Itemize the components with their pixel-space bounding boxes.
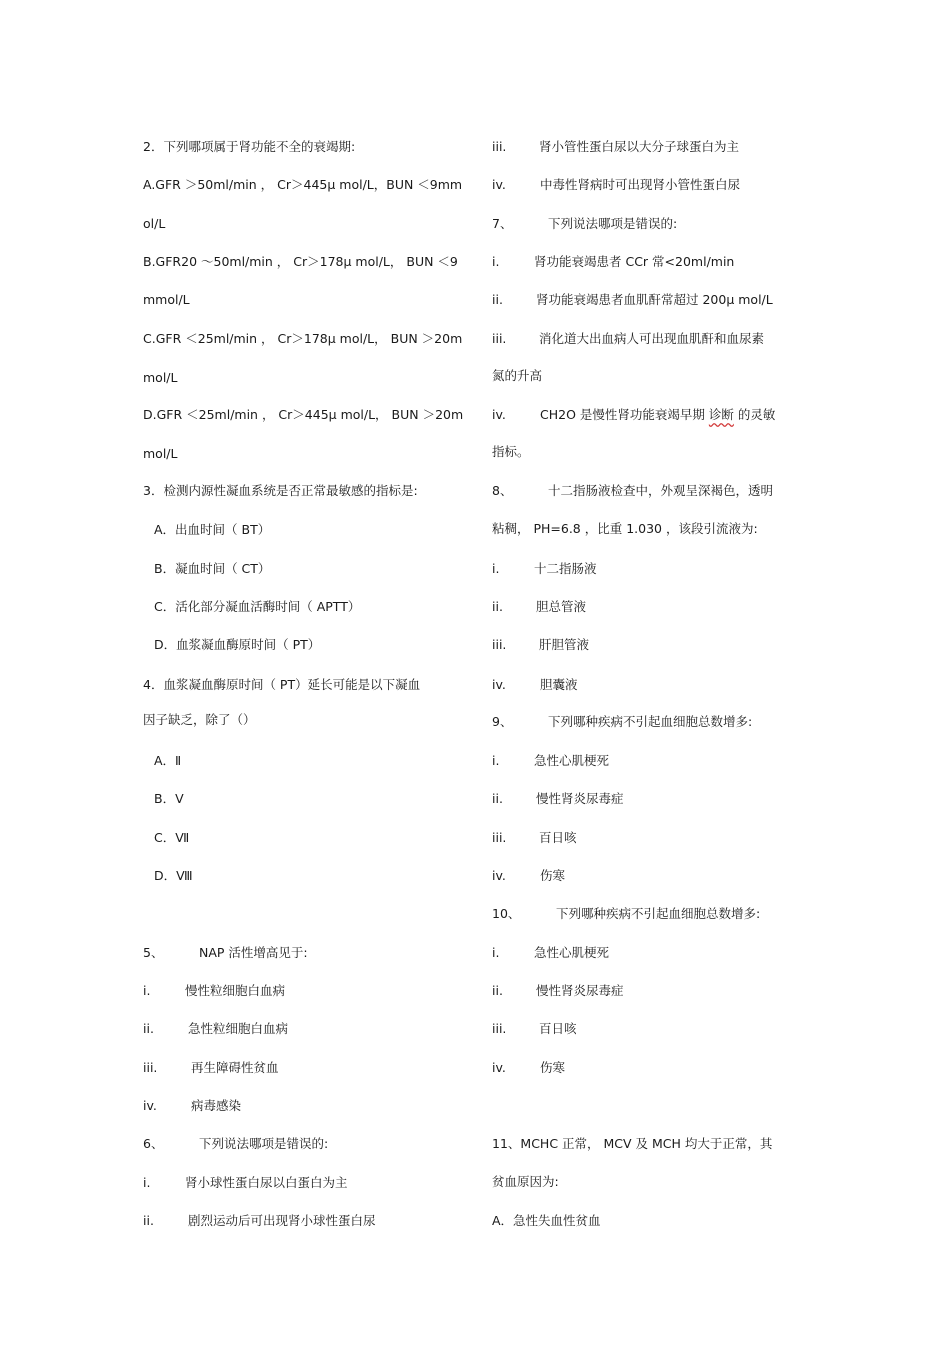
q6-option-ii: [143, 1212, 376, 1230]
q3-title: 3．检测内源性凝血系统是否正常最敏感的指标是:: [143, 483, 418, 498]
q9-option-ii: [492, 790, 624, 808]
q7-option-iii-line2: 氮的升高: [492, 368, 543, 383]
q10-option-i-number: i.: [492, 945, 500, 960]
q6-option-i: [143, 1174, 348, 1192]
q5-title-row: [143, 944, 308, 962]
q10-option-iii: [492, 1020, 577, 1038]
q4-title-line1: 4．血浆凝血酶原时间（ PT）延长可能是以下凝血: [143, 677, 421, 692]
q6-title-row: [143, 1135, 328, 1153]
q2-title: 2．下列哪项属于肾功能不全的衰竭期:: [143, 139, 356, 154]
q6-option-iv-number: iv.: [492, 177, 506, 192]
q10-option-i-text: 急性心肌梗死: [534, 945, 610, 960]
q2-option-a-line1: A.GFR ＞50ml/min ， Cr＞445μ mol/L，BUN ＜9mm: [143, 177, 463, 192]
q9-title-row: [492, 713, 752, 731]
q10-option-i: [492, 944, 609, 962]
q5-option-ii-text: 急性粒细胞白血病: [188, 1021, 289, 1036]
q6-option-iv-text: 中毒性肾病时可出现肾小管性蛋白尿: [540, 177, 741, 192]
q2-option-b-line2: mmol/L: [143, 292, 190, 307]
q9-option-iii-text: 百日咳: [539, 830, 577, 845]
q6-option-i-text: 肾小球性蛋白尿以白蛋白为主: [185, 1175, 348, 1190]
q8-title: 十二指肠液检查中，外观呈深褐色，透明: [548, 483, 774, 498]
q6-option-iii-number: iii.: [492, 139, 507, 154]
q5-option-iv-text: 病毒感染: [191, 1098, 242, 1113]
q10-number: 10、: [492, 906, 521, 921]
q10-option-ii-text: 慢性肾炎尿毒症: [536, 983, 624, 998]
q10-option-iv-text: 伤寒: [540, 1060, 566, 1075]
q6-title: 下列说法哪项是错误的:: [199, 1136, 329, 1151]
q4-title-line2: 因子缺乏，除了（）: [143, 712, 256, 727]
q7-option-iii-number: iii.: [492, 331, 507, 346]
q11-title-line2: 贫血原因为:: [492, 1174, 559, 1189]
q8-option-iii: [492, 636, 589, 654]
q6-option-ii-number: ii.: [143, 1213, 154, 1228]
q5-option-iii-text: 再生障碍性贫血: [191, 1060, 279, 1075]
q5-option-i-text: 慢性粒细胞白血病: [185, 983, 286, 998]
q2-option-a-line2: ol/L: [143, 216, 166, 231]
q5-number: 5、: [143, 945, 164, 960]
q2-option-d-line1: D.GFR ＜25ml/min ， Cr＞445μ mol/L， BUN ＞20m: [143, 407, 464, 422]
q8-option-iv-text: 胆囊液: [540, 677, 578, 692]
q10-title: 下列哪种疾病不引起血细胞总数增多:: [556, 906, 761, 921]
q4-option-c: C．Ⅶ: [154, 830, 190, 845]
q7-option-iv-text-underlined: 诊断: [708, 407, 734, 422]
q8-option-ii-number: ii.: [492, 599, 503, 614]
q9-number: 9、: [492, 714, 513, 729]
q2-option-c-line1: C.GFR ＜25ml/min ， Cr＞178μ mol/L， BUN ＞20m: [143, 331, 463, 346]
q10-option-iv: [492, 1059, 565, 1077]
q5-option-i-number: i.: [143, 983, 151, 998]
q3-option-c: C．活化部分凝血活酶时间（ APTT）: [154, 599, 361, 614]
q4-option-d: D．Ⅷ: [154, 868, 193, 883]
q2-option-c-line2: mol/L: [143, 370, 178, 385]
q6-number: 6、: [143, 1136, 164, 1151]
q6-option-i-number: i.: [143, 1175, 151, 1190]
q9-option-ii-text: 慢性肾炎尿毒症: [536, 791, 624, 806]
q9-option-iii: [492, 829, 577, 847]
q7-option-iii-text: 消化道大出血病人可出现血肌酐和血尿素: [539, 331, 765, 346]
q8-option-ii-text: 胆总管液: [536, 599, 587, 614]
q6-option-ii-text: 剧烈运动后可出现肾小球性蛋白尿: [188, 1213, 376, 1228]
q9-option-i-number: i.: [492, 753, 500, 768]
q10-option-ii-number: ii.: [492, 983, 503, 998]
q3-option-a: A．出血时间（ BT）: [154, 522, 271, 537]
q3-option-b: B．凝血时间（ CT）: [154, 561, 271, 576]
q7-option-iv-text-c: 的灵敏: [733, 407, 776, 422]
q9-title: 下列哪种疾病不引起血细胞总数增多:: [548, 714, 753, 729]
q5-title: NAP 活性增高见于:: [199, 945, 308, 960]
q6-option-iii: [492, 138, 739, 156]
q5-option-iv-number: iv.: [143, 1098, 157, 1113]
q3-option-d: D．血浆凝血酶原时间（ PT）: [154, 637, 321, 652]
q2-option-b-line1: B.GFR20 ～50ml/min ， Cr＞178μ mol/L， BUN ＜9: [143, 254, 458, 269]
q7-option-i-number: i.: [492, 254, 500, 269]
q9-option-i-text: 急性心肌梗死: [534, 753, 610, 768]
q7-option-iv-number: iv.: [492, 407, 506, 422]
q7-option-i: [492, 253, 734, 271]
q10-option-ii: [492, 982, 624, 1000]
q8-number: 8、: [492, 483, 513, 498]
q8-option-iv: [492, 676, 578, 694]
q9-option-iii-number: iii.: [492, 830, 507, 845]
q5-option-i: [143, 982, 285, 1000]
q6-option-iv: [492, 176, 740, 194]
q8-title-line2: 粘稠， PH=6.8 ，比重 1.030 ，该段引流液为:: [492, 521, 758, 536]
q10-option-iii-text: 百日咳: [539, 1021, 577, 1036]
q9-option-ii-number: ii.: [492, 791, 503, 806]
q8-option-iii-text: 肝胆管液: [539, 637, 590, 652]
q10-option-iv-number: iv.: [492, 1060, 506, 1075]
q5-option-ii-number: ii.: [143, 1021, 154, 1036]
q8-option-i-text: 十二指肠液: [534, 561, 597, 576]
q7-number: 7、: [492, 216, 513, 231]
q11-option-a: A．急性失血性贫血: [492, 1213, 601, 1228]
q6-option-iii-text: 肾小管性蛋白尿以大分子球蛋白为主: [539, 139, 740, 154]
q8-option-i: [492, 560, 597, 578]
q7-option-ii-text: 肾功能衰竭患者血肌酐常超过 200μ mol/L: [536, 292, 773, 307]
q9-option-iv-number: iv.: [492, 868, 506, 883]
q9-option-i: [492, 752, 609, 770]
q5-option-ii: [143, 1020, 288, 1038]
q10-title-row: [492, 905, 760, 923]
q11-title-line1: 11、MCHC 正常， MCV 及 MCH 均大于正常，其: [492, 1136, 773, 1151]
q7-option-iv-text-a: CH2O 是慢性肾功能衰竭早期: [540, 407, 709, 422]
q10-option-iii-number: iii.: [492, 1021, 507, 1036]
q4-option-b: B．Ⅴ: [154, 791, 184, 806]
q7-option-iii: [492, 330, 764, 348]
q2-option-d-line2: mol/L: [143, 446, 178, 461]
q8-option-iv-number: iv.: [492, 677, 506, 692]
q7-option-iv: [492, 406, 775, 424]
q5-option-iv: [143, 1097, 241, 1115]
q5-option-iii: [143, 1059, 279, 1077]
q4-option-a: A．Ⅱ: [154, 753, 182, 768]
q7-option-iv-line2: 指标。: [492, 444, 530, 459]
q9-option-iv: [492, 867, 565, 885]
q8-option-iii-number: iii.: [492, 637, 507, 652]
q7-option-ii-number: ii.: [492, 292, 503, 307]
q7-option-ii: [492, 291, 773, 309]
q7-option-i-text: 肾功能衰竭患者 CCr 常<20ml/min: [534, 254, 735, 269]
q8-title-row: [492, 482, 773, 500]
q7-title-row: [492, 215, 677, 233]
q5-option-iii-number: iii.: [143, 1060, 158, 1075]
q7-title: 下列说法哪项是错误的:: [548, 216, 678, 231]
q8-option-ii: [492, 598, 586, 616]
q8-option-i-number: i.: [492, 561, 500, 576]
q9-option-iv-text: 伤寒: [540, 868, 566, 883]
